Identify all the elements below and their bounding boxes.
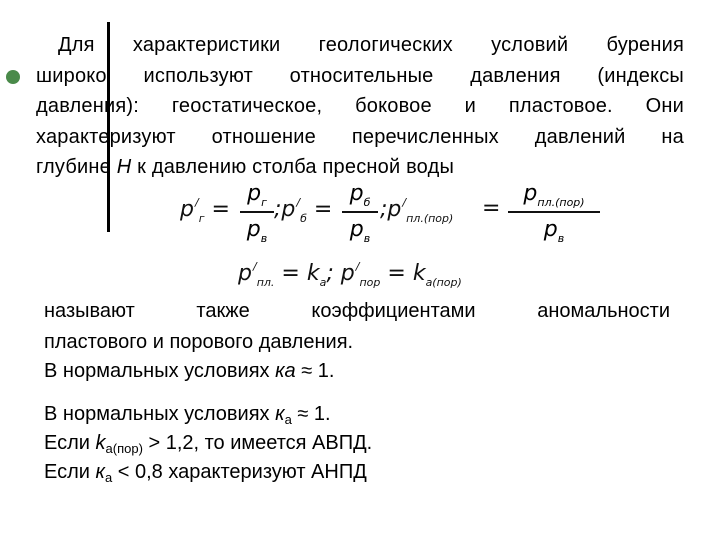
var-H: H [116,156,132,178]
intro-line-1: Для характеристики геологических условий бурения [58,34,684,56]
intro-line-4: характеризуют отношение перечисленных давлений на [36,125,684,148]
after-line-6: Если $к_а < 0,8$ характеризуют АНПД [44,461,367,485]
formula-ppl-prime: $;p^/_{пл.(пор)}$ [380,196,454,225]
intro-line-2: широко используют относительные давления (индексы [36,64,684,87]
after-line-2: пластового и порового давления. [44,331,354,353]
formula-eq: = [482,196,501,221]
after-line-4: В нормальных условиях $к_а \approx 1$. [44,403,331,427]
formula-pb-prime: $;p^/_б$ = [274,196,333,225]
intro-line-5: глубине H к давлению столба пресной воды [36,156,455,178]
after-line-5: Если $k_{a(пор)} > 1,2$, то имеется АВПД. [44,432,373,456]
intro-line-3: давления): геостатическое, боковое и пластовое. Они [36,95,684,117]
formula-row2: $p^/_{пл.} = k_а$; $p^/_{пор} = k_{а(пор)}$ [238,260,462,289]
after-line-1: называют также коэффициентами аномальности [44,300,670,322]
frac-pg-pv: $p_г$ $p_в$ [240,181,274,245]
after-line-3: В нормальных условиях ка ≈ 1. [44,360,335,382]
frac-pb-pv: $p_б$ $p_в$ [342,181,378,245]
formula-pg-prime: $p^/_г$ = [180,196,230,225]
frac-ppl-pv: $p_{пл.(пор)}$ $p_в$ [508,181,600,245]
